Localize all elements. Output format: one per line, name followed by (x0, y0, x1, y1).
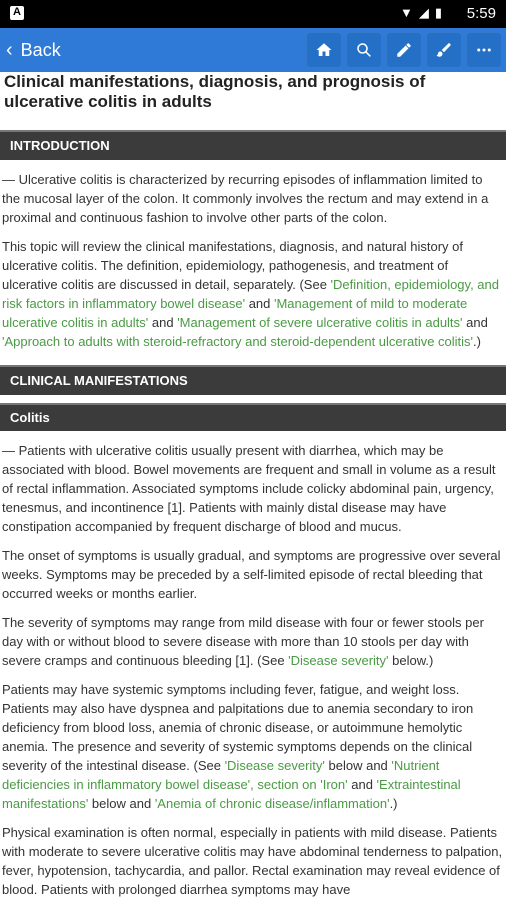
colitis-paragraph-5: Physical examination is often normal, especially in patients with mild disease. Patients with moderate to severe ulcerative colitis may have abdominal tenderness to palpation, fever, hypotension, tachycardia, and pallor. Rectal examination may reveal evidence of blood. Patients with prolonged diarrhea symptoms may have (2, 825, 503, 897)
colitis-paragraph-2: The onset of symptoms is usually gradual, and symptoms are progressive over several weeks. Symptoms may be preceded by a self-limited episode of rectal bleeding that occurred weeks or months earlier. (2, 548, 501, 601)
subsection-header-colitis: Colitis (0, 403, 506, 431)
link-management-mild[interactable]: 'Management of mild to moderate ulcerative colitis in adults' (2, 296, 468, 330)
back-button[interactable] (6, 28, 61, 72)
pencil-icon (395, 41, 413, 59)
app-bar (0, 28, 506, 72)
link-management-severe[interactable]: 'Management of severe ulcerative colitis in adults' (177, 315, 463, 330)
link-disease-severity[interactable]: 'Disease severity' (288, 653, 389, 668)
text-span: below.) (388, 653, 434, 668)
section-header-introduction: INTRODUCTION (0, 130, 506, 160)
text-span: The severity of symptoms may range from mild disease with four or fewer stools per day with or without blood to severe disease with more than 10 stools per day with severe cramps and continuous bleeding [1]. (See (2, 615, 484, 668)
search-icon (355, 41, 373, 59)
article-content (0, 72, 506, 899)
back-label: Back (20, 40, 61, 60)
colitis-paragraph-4 (0, 680, 504, 813)
brush-icon (435, 41, 453, 59)
section-header-clinical-manifestations: CLINICAL MANIFESTATIONS (0, 365, 506, 395)
status-bar (0, 0, 506, 28)
text-span: and (148, 315, 178, 330)
intro-paragraph-2 (0, 237, 504, 351)
text-span: below and (324, 758, 392, 773)
link-anemia-chronic[interactable]: 'Anemia of chronic disease/inflammation' (154, 796, 390, 811)
more-button[interactable] (466, 32, 502, 68)
app-notification-icon (10, 6, 24, 20)
colitis-paragraph-1: — Patients with ulcerative colitis usually present with diarrhea, which may be associated with blood. Bowel movements are frequent and small in volume as a result of rectal inflammation. Associated symptoms include colicky abdominal pain, urgency, tenesmus, and incontinence [1]. Patients with mainly distal disease may have constipation accompanied by frequent discharge of blood and mucus. (2, 443, 496, 534)
text-span: and (245, 296, 274, 311)
text-span: .) (389, 796, 398, 811)
more-horizontal-icon (475, 41, 493, 59)
link-definition-epidemiology[interactable]: 'Definition, epidemiology, and risk factors in inflammatory bowel disease' (2, 277, 499, 311)
highlight-button[interactable] (426, 32, 462, 68)
text-span: and (462, 315, 488, 330)
edit-button[interactable] (386, 32, 422, 68)
status-time: 5:59 (466, 5, 496, 22)
text-span: .) (473, 334, 481, 349)
chevron-left-icon: ‹ (6, 39, 13, 61)
status-icons: ▼◢▮ (399, 5, 448, 20)
text-span: below and (88, 796, 155, 811)
text-span: Patients may have systemic symptoms including fever, fatigue, and weight loss. Patients may also have dyspnea and palpitations due to anemia secondary to iron deficiency from blood loss, anemia of chronic disease, or autoimmune hemolytic anemia. The presence and severity of systemic symptoms depends on the clinical severity of the intestinal disease. (See (2, 682, 474, 773)
home-icon (315, 41, 333, 59)
link-disease-severity[interactable]: 'Disease severity' (224, 758, 325, 773)
link-steroid-refractory[interactable]: 'Approach to adults with steroid-refractory and steroid-dependent ulcerative colitis' (2, 334, 474, 349)
link-nutrient-deficiencies[interactable]: 'Nutrient deficiencies in inflammatory bowel disease', section on 'Iron' (2, 758, 440, 792)
colitis-paragraph-3 (0, 613, 504, 670)
link-extraintestinal[interactable]: 'Extraintestinal manifestations' (2, 777, 461, 811)
text-span: and (347, 777, 377, 792)
text-span: This topic will review the clinical manifestations, diagnosis, and natural history of ulcerative colitis. The definition, epidemiology, pathogenesis, and treatment of ulcerative colitis are discussed in detail, separately. (See (2, 239, 463, 292)
search-button[interactable] (346, 32, 382, 68)
article-title: Clinical manifestations, diagnosis, and prognosis of ulcerative colitis in adults (4, 72, 426, 111)
home-button[interactable] (306, 32, 342, 68)
intro-paragraph-1: — Ulcerative colitis is characterized by recurring episodes of inflammation limited to the mucosal layer of the colon. It commonly involves the rectum and may extend in a proximal and continuous fashion to involve other parts of the colon. (2, 172, 489, 225)
